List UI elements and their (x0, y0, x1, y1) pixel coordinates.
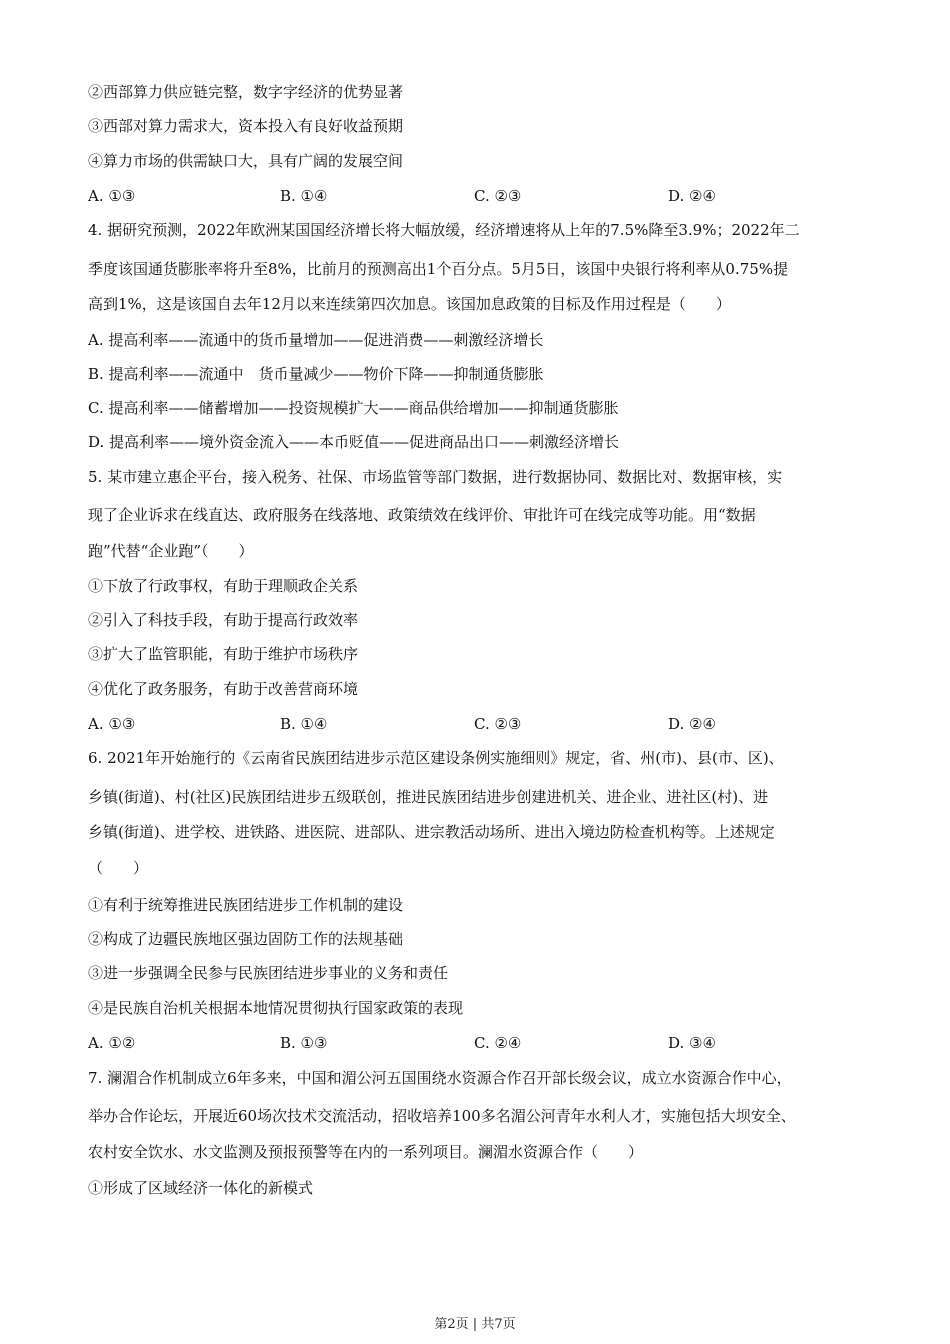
q4-option-c: C. 提高利率——储蓄增加——投资规模扩大——商品供给增加——抑制通货膨胀 (88, 399, 619, 417)
q3-statement-3: ③西部对算力需求大，资本投入有良好收益预期 (88, 117, 404, 135)
q5-stem-line-1: 5. 某市建立惠企平台，接入税务、社保、市场监管等部门数据，进行数据协同、数据比对、数据审核，实 (88, 468, 783, 486)
q3-statement-2: ②西部算力供应链完整，数字字经济的优势显著 (88, 83, 404, 101)
q6-statement-4: ④是民族自治机关根据本地情况贯彻执行国家政策的表现 (88, 999, 464, 1017)
q5-options (88, 714, 888, 734)
q5-stem-line-3: 跑”代替“企业跑”（ ） (88, 542, 254, 560)
q7-statement-1: ①形成了区域经济一体化的新模式 (88, 1179, 314, 1197)
q5-statement-3: ③扩大了监管职能，有助于维护市场秩序 (88, 645, 359, 663)
q6-stem-line-4: （ ） (88, 859, 149, 877)
q3-option-d: D. ②④ (668, 187, 716, 205)
q5-option-d: D. ②④ (668, 715, 716, 733)
q6-options (88, 1033, 888, 1053)
q6-option-a: A. ①② (88, 1034, 136, 1052)
q5-option-c: C. ②③ (474, 715, 522, 733)
q3-option-a: A. ①③ (88, 187, 136, 205)
q5-statement-4: ④优化了政务服务，有助于改善营商环境 (88, 680, 359, 698)
q3-option-b: B. ①④ (280, 187, 328, 205)
q6-option-b: B. ①③ (280, 1034, 328, 1052)
q3-options (88, 186, 888, 206)
q6-stem-line-3: 乡镇(街道)、进学校、进铁路、进医院、进部队、进宗教活动场所、进出入境边防检查机构等。上述规定 (88, 823, 775, 841)
q5-option-a: A. ①③ (88, 715, 136, 733)
q7-stem-line-3: 农村安全饮水、水文监测及预报预警等在内的一系列项目。澜湄水资源合作（ ） (88, 1143, 644, 1161)
q3-option-c: C. ②③ (474, 187, 522, 205)
q4-stem-line-3: 高到1%，这是该国自去年12月以来连续第四次加息。该国加息政策的目标及作用过程是（ ） (88, 295, 731, 313)
q5-option-b: B. ①④ (280, 715, 328, 733)
q4-stem-line-2: 季度该国通货膨胀率将升至8%，比前月的预测高出1个百分点。5月5日，该国中央银行将利率从0.75%提 (88, 260, 789, 278)
q4-option-a: A. 提高利率——流通中的货币量增加——促进消费——刺激经济增长 (88, 331, 544, 349)
page-footer: 第2页 | 共7页 (434, 1317, 516, 1332)
q4-stem-line-1: 4. 据研究预测，2022年欧洲某国国经济增长将大幅放缓，经济增速将从上年的7.5%降至3.9%；2022年二 (88, 221, 800, 239)
q6-statement-1: ①有利于统筹推进民族团结进步工作机制的建设 (88, 896, 404, 914)
q3-statement-4: ④算力市场的供需缺口大，具有广阔的发展空间 (88, 152, 404, 170)
q6-option-d: D. ③④ (668, 1034, 716, 1052)
q6-option-c: C. ②④ (474, 1034, 522, 1052)
q6-statement-2: ②构成了边疆民族地区强边固防工作的法规基础 (88, 930, 404, 948)
q5-statement-2: ②引入了科技手段，有助于提高行政效率 (88, 611, 359, 629)
q7-stem-line-2: 举办合作论坛，开展近60场次技术交流活动，招收培养100多名湄公河青年水利人才，实施包括大坝安全、 (88, 1107, 796, 1125)
q5-statement-1: ①下放了行政事权，有助于理顺政企关系 (88, 577, 359, 595)
q6-statement-3: ③进一步强调全民参与民族团结进步事业的义务和责任 (88, 964, 449, 982)
q6-stem-line-2: 乡镇(街道)、村(社区)民族团结进步五级联创，推进民族团结进步创建进机关、进企业、进社区(村)、进 (88, 788, 769, 806)
q4-option-d: D. 提高利率——境外资金流入——本币贬值——促进商品出口——刺激经济增长 (88, 433, 620, 451)
q6-stem-line-1: 6. 2021年开始施行的《云南省民族团结进步示范区建设条例实施细则》规定，省、州(市)、县(市、区)、 (88, 749, 784, 767)
q7-stem-line-1: 7. 澜湄合作机制成立6年多来，中国和湄公河五国围绕水资源合作召开部长级会议，成立水资源合作中心， (88, 1069, 792, 1087)
q5-stem-line-2: 现了企业诉求在线直达、政府服务在线落地、政策绩效在线评价、审批许可在线完成等功能。用“数据 (88, 506, 756, 524)
q4-option-b: B. 提高利率——流通中 货币量减少——物价下降——抑制通货膨胀 (88, 365, 544, 383)
